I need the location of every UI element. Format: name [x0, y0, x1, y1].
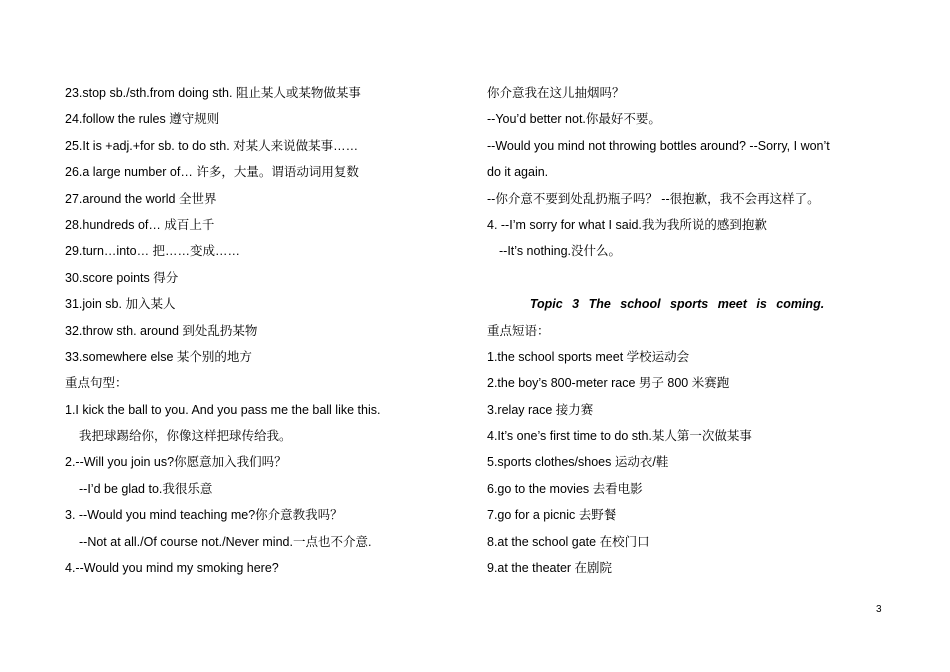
sentence-3-answer: --Not at all./Of course not./Never mind.一点也不介意.: [79, 534, 372, 549]
phrase-27: 27.around the world 全世界: [65, 191, 217, 206]
topic3-phrase-1: 1.the school sports meet 学校运动会: [487, 349, 690, 364]
topic3-phrase-9: 9.at the theater 在剧院: [487, 561, 613, 576]
sentence-5-question: --Would you mind not throwing bottles around? --Sorry, I won’t: [487, 138, 830, 153]
phrase-26: 26.a large number of… 许多，大量。谓语动词用复数: [65, 165, 359, 180]
sentence-5-question-cont: do it again.: [487, 165, 549, 180]
sentence-5-translation: --你介意不要到处乱扔瓶子吗？ --很抱歉，我不会再这样了。: [487, 191, 820, 206]
sentence-3-question: 3. --Would you mind teaching me?你介意教我吗？: [65, 508, 343, 523]
sentence-1-chinese: 我把球踢给你，你像这样把球传给我。: [79, 429, 292, 444]
topic3-phrase-7: 7.go for a picnic 去野餐: [487, 508, 617, 523]
phrase-29: 29.turn…into… 把……变成……: [65, 244, 241, 259]
topic3-phrase-2: 2.the boy’s 800-meter race 男子 800 米赛跑: [487, 376, 730, 391]
sentence-6-apology: 4. --I’m sorry for what I said.我为我所说的感到抱歉: [487, 217, 767, 232]
topic3-phrase-5: 5.sports clothes/shoes 运动衣/鞋: [487, 455, 669, 470]
section-heading-key-sentences: 重点句型：: [65, 376, 128, 391]
topic3-phrase-4: 4.It’s one’s first time to do sth.某人第一次做某事: [487, 429, 752, 444]
topic3-phrase-6: 6.go to the movies 去看电影: [487, 481, 643, 496]
phrase-24: 24.follow the rules 遵守规则: [65, 112, 220, 127]
phrase-30: 30.score points 得分: [65, 270, 179, 285]
left-column: [65, 80, 445, 581]
sentence-6-answer: --It’s nothing.没什么。: [499, 244, 622, 259]
phrase-28: 28.hundreds of… 成百上千: [65, 217, 215, 232]
right-column: [487, 80, 907, 581]
sentence-4-question: 4.--Would you mind my smoking here?: [65, 561, 279, 576]
topic3-phrase-3: 3.relay race 接力赛: [487, 402, 594, 417]
sentence-1-english: 1.I kick the ball to you. And you pass me the ball like this.: [65, 402, 381, 417]
blank-line: [487, 265, 907, 291]
phrase-31: 31.join sb. 加入某人: [65, 297, 176, 312]
topic-title: Topic 3 The school sports meet is coming.: [529, 297, 825, 312]
sentence-4-translation: 你介意我在这儿抽烟吗？: [487, 86, 625, 100]
sentence-4-answer: --You’d better not.你最好不要。: [487, 112, 661, 127]
page-number: 3: [876, 604, 882, 615]
phrase-32: 32.throw sth. around 到处乱扔某物: [65, 323, 258, 338]
sentence-2-question: 2.--Will you join us?你愿意加入我们吗？: [65, 455, 287, 470]
phrase-25: 25.It is +adj.+for sb. to do sth. 对某人来说做某事……: [65, 138, 359, 153]
phrase-23: 23.stop sb./sth.from doing sth. 阻止某人或某物做某事: [65, 86, 361, 100]
phrase-33: 33.somewhere else 某个别的地方: [65, 349, 252, 364]
topic3-phrase-8: 8.at the school gate 在校门口: [487, 534, 650, 549]
sentence-2-answer: --I’d be glad to.我很乐意: [79, 481, 213, 496]
section-heading-key-phrases: 重点短语：: [487, 323, 550, 338]
